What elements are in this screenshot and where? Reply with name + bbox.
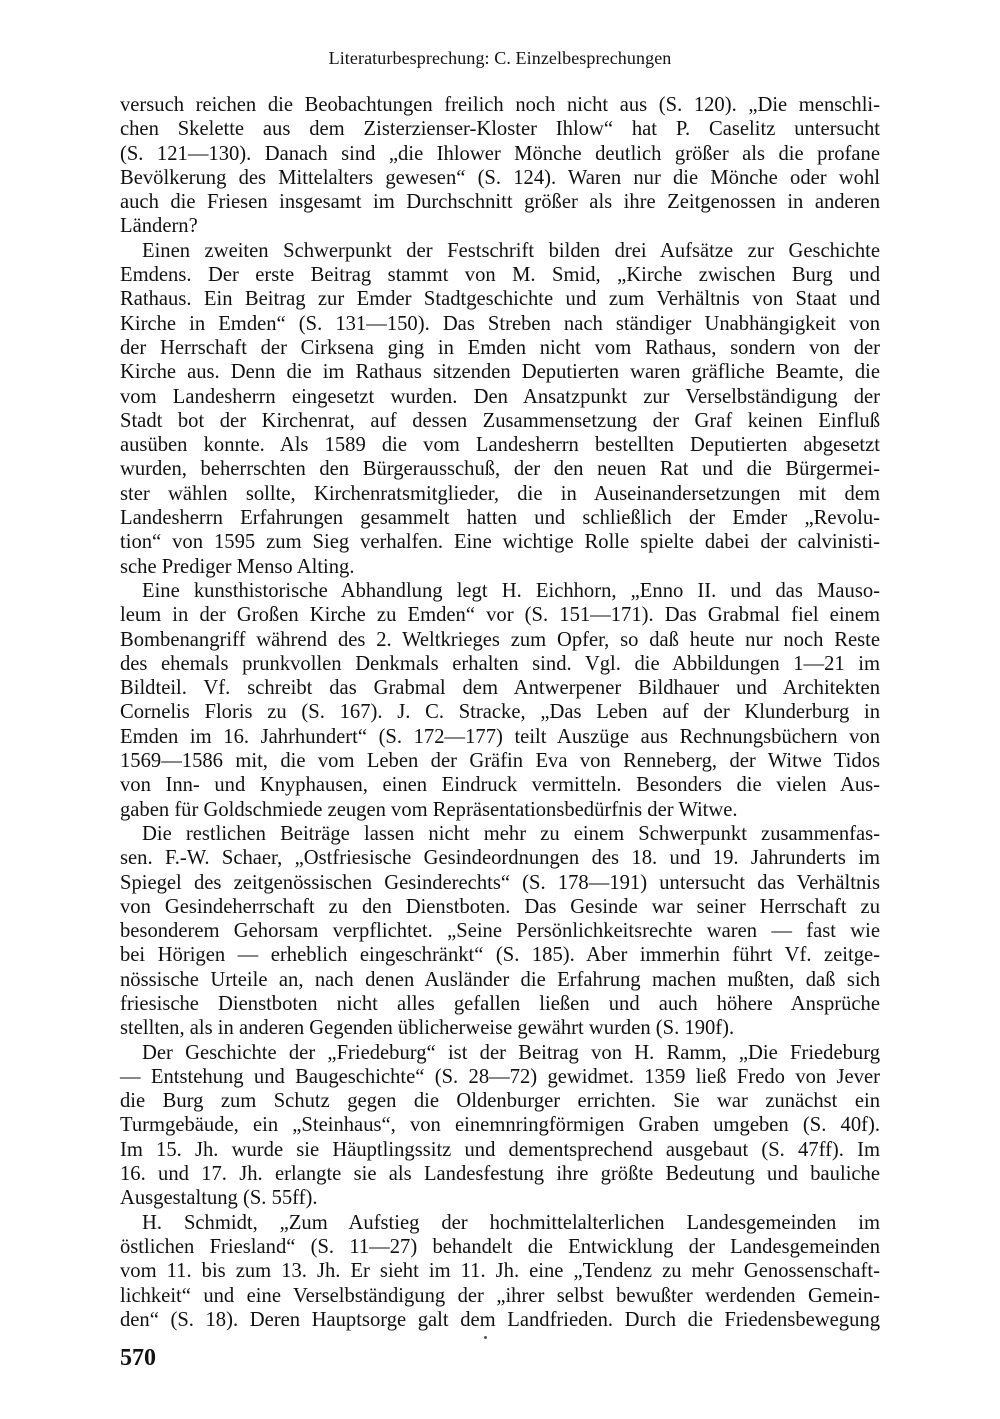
paragraph <box>120 1211 880 1332</box>
text-line: Eine kunsthistorische Abhandlung legt H. Eichhorn, „Enno II. und das Mauso- <box>142 579 880 602</box>
text-line: H. Schmidt, „Zum Aufstieg der hochmittelalterlichen Landesgemeinden im <box>142 1211 880 1234</box>
text-line: auch die Friesen insgesamt im Durchschnitt größer als ihre Zeitgenossen in anderen <box>120 191 880 214</box>
text-line: Bombenangriff während des 2. Weltkrieges zum Opfer, so daß heute nur noch Reste <box>120 628 880 651</box>
text-line: Spiegel des zeitgenössischen Gesinderechts“ (S. 178—191) untersucht das Verhältnis <box>120 871 880 894</box>
text-line: stellten, als in anderen Gegenden üblicherweise gewährt wurden (S. 190f). <box>120 1017 735 1040</box>
text-line: Einen zweiten Schwerpunkt der Festschrift bilden drei Aufsätze zur Geschichte <box>142 239 880 262</box>
text-line: Der Geschichte der „Friedeburg“ ist der Beitrag von H. Ramm, „Die Friedeburg <box>142 1041 880 1064</box>
text-line: ausüben konnte. Als 1589 die vom Landesherrn bestellten Deputierten abgesetzt <box>120 434 880 457</box>
text-line: sen. F.-W. Schaer, „Ostfriesische Gesindeordnungen des 18. und 19. Jahrunderts im <box>120 847 880 870</box>
text-line: Rathaus. Ein Beitrag zur Emder Stadtgeschichte und zum Verhältnis von Staat und <box>120 288 880 311</box>
text-line: Kirche aus. Denn die im Rathaus sitzenden Deputierten waren gräfliche Beamte, die <box>120 361 880 384</box>
text-line: nössische Urteile an, nach denen Ausländer die Erfahrung machen mußten, daß sich <box>120 968 880 991</box>
text-line: chen Skelette aus dem Zisterzienser-Kloster Ihlow“ hat P. Caselitz untersucht <box>120 118 880 141</box>
text-line: Emden im 16. Jahrhundert“ (S. 172—177) teilt Auszüge aus Rechnungsbüchern von <box>120 725 880 748</box>
paragraph <box>120 93 880 239</box>
text-line: der Herrschaft der Cirksena ging in Emden nicht vom Rathaus, sondern von der <box>120 336 880 359</box>
text-line: bei Hörigen — erheblich eingeschränkt“ (S. 185). Aber immerhin führt Vf. zeitge- <box>120 944 880 967</box>
paragraph <box>120 239 880 579</box>
text-line: wurden, beherrschten den Bürgerausschuß, der den neuen Rat und die Bürgermei- <box>120 458 880 481</box>
text-line: 16. und 17. Jh. erlangte sie als Landesfestung ihre größte Bedeutung und bauliche <box>120 1163 880 1186</box>
paragraph <box>120 822 880 1041</box>
text-line: Bevölkerung des Mittelalters gewesen“ (S. 124). Waren nur die Mönche oder wohl <box>120 166 880 189</box>
text-line: tion“ von 1595 zum Sieg verhalfen. Eine wichtige Rolle spielte dabei der calvinisti- <box>120 531 880 554</box>
text-line: sche Prediger Menso Alting. <box>120 555 355 578</box>
text-line: vom 11. bis zum 13. Jh. Er sieht im 11. Jh. eine „Tendenz zu mehr Genossenschaft- <box>120 1260 880 1283</box>
text-line: (S. 121—130). Danach sind „die Ihlower Mönche deutlich größer als die profane <box>120 142 880 165</box>
text-line: vom Landesherrn eingesetzt wurden. Den Ansatzpunkt zur Verselbständigung der <box>120 385 880 408</box>
text-line: Die restlichen Beiträge lassen nicht mehr zu einem Schwerpunkt zusammenfas- <box>142 822 880 845</box>
text-line: leum in der Großen Kirche zu Emden“ vor (S. 151—171). Das Grabmal fiel einem <box>120 604 880 627</box>
paragraph <box>120 579 880 822</box>
text-line: Turmgebäude, ein „Steinhaus“, von einemnringförmigen Graben umgeben (S. 40f). <box>120 1114 880 1137</box>
text-line: friesische Dienstboten nicht alles gefallen ließen und auch höhere Ansprüche <box>120 992 880 1015</box>
text-line: östlichen Friesland“ (S. 11—27) behandelt die Entwicklung der Landesgemeinden <box>120 1235 880 1258</box>
text-line: ster wählen sollte, Kirchenratsmitglieder, die in Auseinandersetzungen mit dem <box>120 482 880 505</box>
text-line: Ländern? <box>120 215 198 238</box>
scan-speck <box>484 1336 487 1339</box>
paragraph <box>120 1041 880 1211</box>
text-line: Emdens. Der erste Beitrag stammt von M. Smid, „Kirche zwischen Burg und <box>120 264 880 287</box>
text-line: Bildteil. Vf. schreibt das Grabmal dem Antwerpener Bildhauer und Architekten <box>120 677 880 700</box>
body-text <box>120 93 880 1332</box>
text-line: lichkeit“ und eine Verselbständigung der „ihrer selbst bewußter werdenden Gemein- <box>120 1284 880 1307</box>
text-line: 1569—1586 mit, die vom Leben der Gräfin Eva von Renneberg, der Witwe Tidos <box>120 750 880 773</box>
text-line: Kirche in Emden“ (S. 131—150). Das Streben nach ständiger Unabhängigkeit von <box>120 312 880 335</box>
text-line: Landesherrn Erfahrungen gesammelt hatten und schließlich der Emder „Revolu- <box>120 507 880 530</box>
text-line: den“ (S. 18). Deren Hauptsorge galt dem Landfrieden. Durch die Friedensbewegung <box>120 1308 880 1331</box>
text-line: Im 15. Jh. wurde sie Häuptlingssitz und dementsprechend ausgebaut (S. 47ff). Im <box>120 1138 880 1161</box>
text-line: gaben für Goldschmiede zeugen vom Repräsentationsbedürfnis der Witwe. <box>120 798 738 821</box>
text-line: — Entstehung und Baugeschichte“ (S. 28—72) gewidmet. 1359 ließ Fredo von Jever <box>120 1065 880 1088</box>
text-line: des ehemals prunkvollen Denkmals erhalten sind. Vgl. die Abbildungen 1—21 im <box>120 652 880 675</box>
text-line: die Burg zum Schutz gegen die Oldenburger errichten. Sie war zunächst ein <box>120 1090 880 1113</box>
text-line: Stadt bot der Kirchenrat, auf dessen Zusammensetzung der Graf keinen Einfluß <box>120 409 880 432</box>
text-line: von Gesindeherrschaft zu den Dienstboten. Das Gesinde war seiner Herrschaft zu <box>120 895 880 918</box>
text-line: Ausgestaltung (S. 55ff). <box>120 1187 318 1210</box>
page-number: 570 <box>120 1345 156 1371</box>
text-line: Cornelis Floris zu (S. 167). J. C. Stracke, „Das Leben auf der Klunderburg in <box>120 701 880 724</box>
text-line: versuch reichen die Beobachtungen freilich noch nicht aus (S. 120). „Die menschli- <box>120 94 880 116</box>
text-line: von Inn- und Knyphausen, einen Eindruck vermitteln. Besonders die vielen Aus- <box>120 774 880 797</box>
running-header: Literaturbesprechung: C. Einzelbesprechungen <box>328 48 672 68</box>
text-line: besonderem Gehorsam verpflichtet. „Seine Persönlichkeitsrechte waren — fast wie <box>120 920 880 943</box>
